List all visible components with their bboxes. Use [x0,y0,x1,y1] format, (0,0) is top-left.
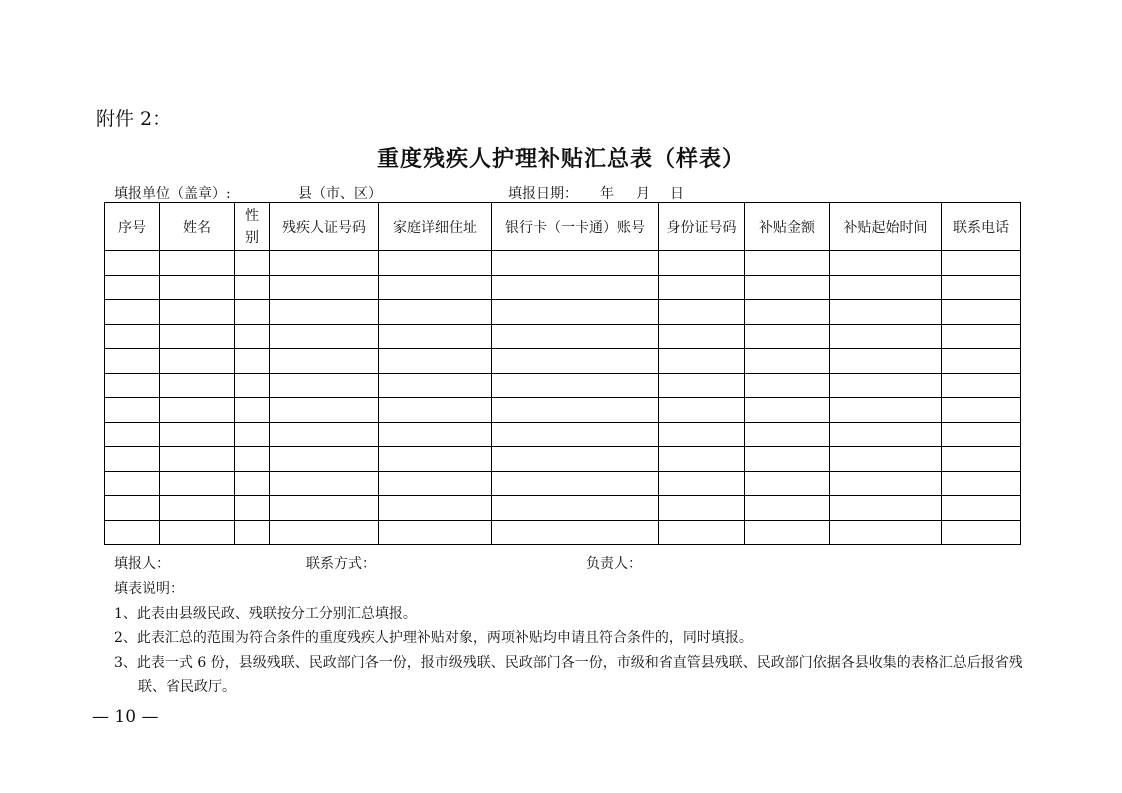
table-cell[interactable] [942,471,1021,496]
unit-label: 填报单位（盖章）: [114,186,231,202]
notes-heading: 填表说明： [114,581,184,597]
table-row [105,422,1021,447]
table-cell[interactable] [492,447,659,472]
table-cell[interactable] [160,398,235,423]
header-bank-account: 银行卡（一卡通）账号 [492,203,659,251]
date-label: 填报日期： [508,186,578,202]
table-cell[interactable] [105,471,160,496]
table-cell[interactable] [942,251,1021,276]
table-cell[interactable] [105,349,160,374]
table-cell[interactable] [379,349,492,374]
table-cell[interactable] [270,520,379,545]
table-cell[interactable] [235,349,270,374]
table-cell[interactable] [745,422,830,447]
table-cell[interactable] [492,520,659,545]
table-cell[interactable] [105,373,160,398]
table-cell[interactable] [270,496,379,521]
table-cell[interactable] [379,398,492,423]
table-cell[interactable] [379,275,492,300]
table-cell[interactable] [160,496,235,521]
table-cell[interactable] [830,373,942,398]
table-cell[interactable] [270,447,379,472]
attachment-label: 附件 2： [96,108,172,130]
table-cell[interactable] [160,373,235,398]
table-cell[interactable] [659,496,745,521]
table-cell[interactable] [492,349,659,374]
table-cell[interactable] [659,373,745,398]
table-cell[interactable] [830,398,942,423]
month-label: 月 [636,186,650,202]
table-cell[interactable] [745,324,830,349]
table-cell[interactable] [105,398,160,423]
header-serial: 序号 [105,203,160,251]
table-cell[interactable] [492,251,659,276]
table-cell[interactable] [105,496,160,521]
table-cell[interactable] [235,520,270,545]
table-cell[interactable] [379,520,492,545]
note-item-3-continued: 联、省民政厅。 [138,679,236,695]
table-cell[interactable] [745,251,830,276]
table-cell[interactable] [160,324,235,349]
table-body [105,251,1021,545]
day-label: 日 [670,186,684,202]
table-cell[interactable] [235,471,270,496]
table-cell[interactable] [270,275,379,300]
table-row [105,324,1021,349]
table-cell[interactable] [235,275,270,300]
note-item-1: 1、此表由县级民政、残联按分工分别汇总填报。 [114,605,417,622]
table-cell[interactable] [235,251,270,276]
table-cell[interactable] [379,251,492,276]
year-label: 年 [600,186,614,202]
table-cell[interactable] [942,324,1021,349]
table-cell[interactable] [830,300,942,325]
table-cell[interactable] [160,447,235,472]
table-cell[interactable] [942,373,1021,398]
header-sex-line2: 别 [245,229,259,246]
table-cell[interactable] [942,349,1021,374]
table-row [105,251,1021,276]
header-address: 家庭详细住址 [379,203,492,251]
table-cell[interactable] [745,275,830,300]
table-cell[interactable] [659,275,745,300]
table-cell[interactable] [270,300,379,325]
table-cell[interactable] [942,496,1021,521]
table-cell[interactable] [270,349,379,374]
table-cell[interactable] [492,324,659,349]
table-cell[interactable] [379,471,492,496]
table-cell[interactable] [745,471,830,496]
table-cell[interactable] [492,471,659,496]
table-cell[interactable] [160,300,235,325]
filler-label: 填报人： [114,556,170,572]
table-cell[interactable] [830,349,942,374]
table-cell[interactable] [830,251,942,276]
table-row [105,520,1021,545]
table-cell[interactable] [235,422,270,447]
table-cell[interactable] [379,422,492,447]
table-cell[interactable] [830,275,942,300]
table-cell[interactable] [830,520,942,545]
table-cell[interactable] [659,300,745,325]
table-cell[interactable] [659,251,745,276]
responsible-label: 负责人： [586,556,642,572]
table-cell[interactable] [659,447,745,472]
table-cell[interactable] [235,324,270,349]
table-cell[interactable] [492,373,659,398]
header-sex-line1: 性 [245,207,259,224]
table-cell[interactable] [942,398,1021,423]
table-cell[interactable] [105,447,160,472]
table-cell[interactable] [235,300,270,325]
table-cell[interactable] [160,251,235,276]
table-cell[interactable] [492,275,659,300]
table-cell[interactable] [379,496,492,521]
table-row [105,471,1021,496]
table-cell[interactable] [659,349,745,374]
table-cell[interactable] [942,447,1021,472]
table-cell[interactable] [942,275,1021,300]
header-disability-cert: 残疾人证号码 [270,203,379,251]
table-cell[interactable] [492,496,659,521]
table-cell[interactable] [745,398,830,423]
table-cell[interactable] [160,471,235,496]
county-label: 县（市、区） [298,186,382,202]
table-cell[interactable] [270,324,379,349]
table-row [105,447,1021,472]
table-cell[interactable] [659,520,745,545]
table-cell[interactable] [105,324,160,349]
table-row [105,300,1021,325]
table-cell[interactable] [270,251,379,276]
table-cell[interactable] [942,422,1021,447]
header-sex [235,203,270,251]
table-cell[interactable] [942,520,1021,545]
table-cell[interactable] [745,349,830,374]
table-cell[interactable] [105,251,160,276]
note-item-2: 2、此表汇总的范围为符合条件的重度残疾人护理补贴对象，两项补贴均申请且符合条件的，同时填报。 [114,630,753,646]
table-cell[interactable] [160,275,235,300]
table-cell[interactable] [270,398,379,423]
table-cell[interactable] [270,471,379,496]
table-header-row [105,203,1021,251]
table-cell[interactable] [492,300,659,325]
table-cell[interactable] [160,520,235,545]
table-cell[interactable] [745,300,830,325]
summary-table [104,202,1021,545]
header-subsidy-start: 补贴起始时间 [830,203,942,251]
table-row [105,496,1021,521]
contact-label: 联系方式： [306,556,376,572]
table-cell[interactable] [379,324,492,349]
table-cell[interactable] [745,520,830,545]
note-item-3: 3、此表一式 6 份，县级残联、民政部门各一份，报市级残联、民政部门各一份，市级和省直管县残联、民政部门依据各县收集的表格汇总后报省残 [114,654,1023,671]
table-cell[interactable] [379,373,492,398]
header-phone: 联系电话 [942,203,1021,251]
table-cell[interactable] [235,447,270,472]
table-cell[interactable] [830,471,942,496]
table-cell[interactable] [830,496,942,521]
table-cell[interactable] [235,373,270,398]
table-cell[interactable] [659,324,745,349]
table-cell[interactable] [160,422,235,447]
table-cell[interactable] [942,300,1021,325]
table-cell[interactable] [659,422,745,447]
table-cell[interactable] [745,373,830,398]
table-cell[interactable] [745,447,830,472]
table-cell[interactable] [492,422,659,447]
table-cell[interactable] [830,447,942,472]
form-title: 重度残疾人护理补贴汇总表（样表） [376,146,745,172]
table-cell[interactable] [235,398,270,423]
notes-section [114,577,1034,700]
table-cell[interactable] [160,349,235,374]
table-row [105,275,1021,300]
table-cell[interactable] [379,447,492,472]
header-id-number: 身份证号码 [659,203,745,251]
table-cell[interactable] [105,422,160,447]
table-cell[interactable] [830,324,942,349]
table-cell[interactable] [659,398,745,423]
table-cell[interactable] [830,422,942,447]
table-cell[interactable] [105,275,160,300]
table-cell[interactable] [235,496,270,521]
table-cell[interactable] [105,520,160,545]
table-row [105,349,1021,374]
table-cell[interactable] [659,471,745,496]
table-cell[interactable] [745,496,830,521]
table-row [105,398,1021,423]
table-cell[interactable] [492,398,659,423]
page-number: — 10 — [92,707,159,727]
table-cell[interactable] [105,300,160,325]
header-subsidy-amount: 补贴金额 [745,203,830,251]
header-name: 姓名 [160,203,235,251]
table-cell[interactable] [379,300,492,325]
table-cell[interactable] [270,373,379,398]
table-cell[interactable] [270,422,379,447]
table-row [105,373,1021,398]
